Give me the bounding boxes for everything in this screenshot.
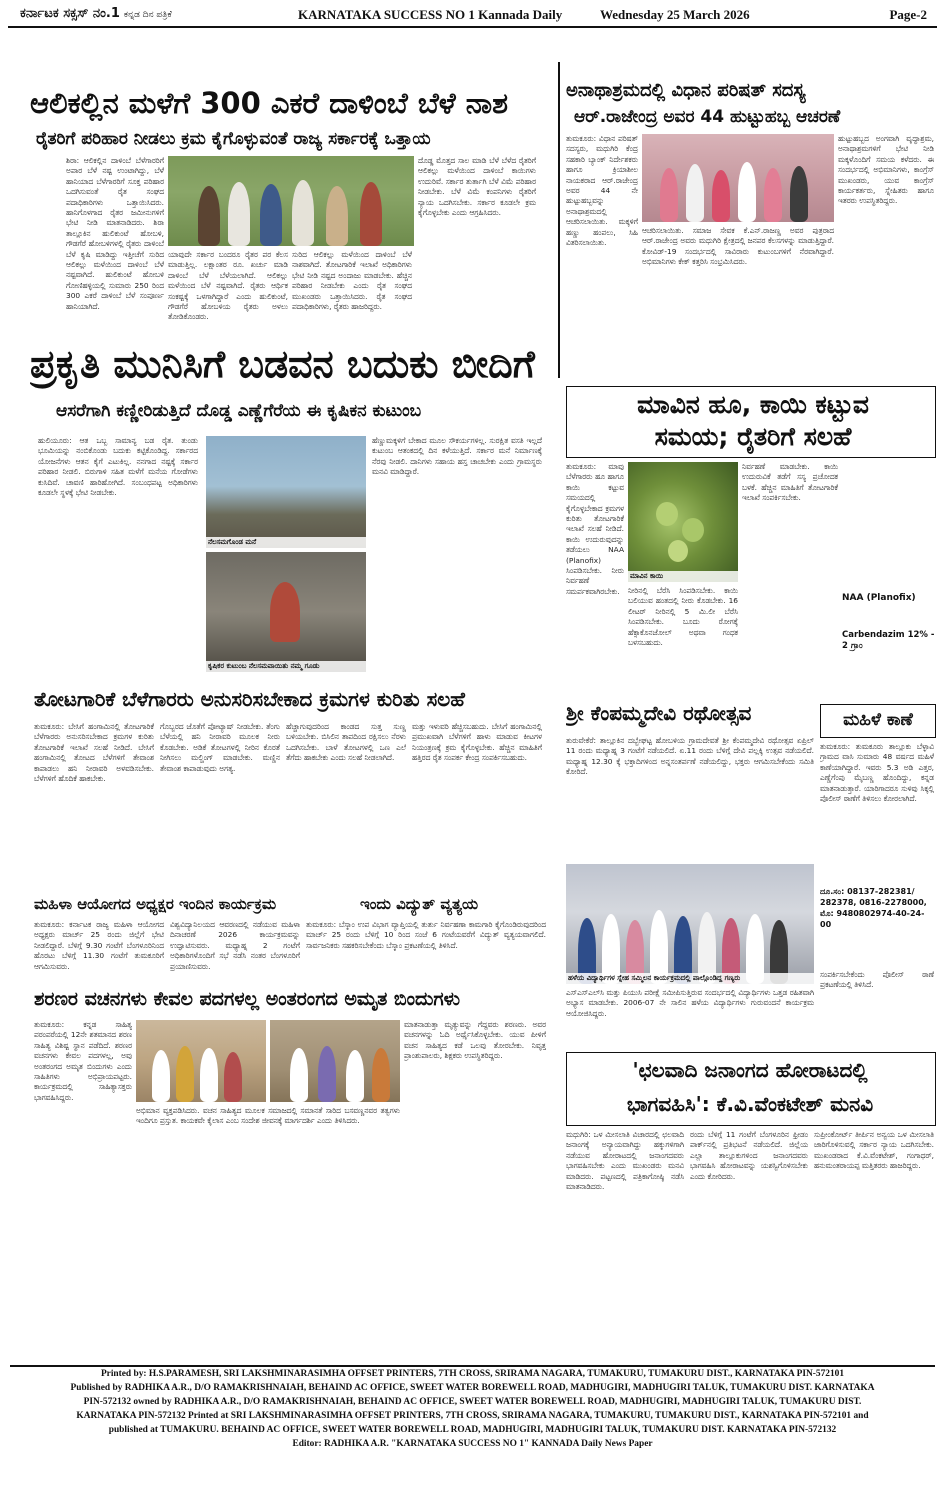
missing-woman-phones: ದೂ.ಸಂ: 08137-282381/ 282378, 0816-2278000, ಮೊ: 9480802974-40-24-00 bbox=[820, 887, 927, 929]
bhalawadi-col3: ಸುಪ್ರೀಂಕೋರ್ಟ್ ತೀರ್ಪಿನ ಅನ್ವಯ ಒಳ ಮೀಸಲಾತಿ ಜಾರಿಗೊಳಿಸುವಲ್ಲಿ ಸರ್ಕಾರ ನ್ಯಾಯ ಒದಗಿಸಬೇಕು. ಮುಖಂಡರಾದ ಕೆ.ವಿ.ವೆಂಕಟೇಶ್, ಗಂಗಾಧರ್, ಹನುಮಂತರಾಯಪ್ಪ ಮತ್ತಿತರರು ಹಾಜರಿದ್ದರು. bbox=[814, 1130, 934, 1171]
mango-photo-caption: ಮಾವಿನ ಕಾಯಿ bbox=[628, 571, 738, 582]
horticulture-col1: ತುಮಕೂರು: ಬೇಸಿಗೆ ಹಂಗಾಮಿನಲ್ಲಿ ತೋಟಗಾರಿಕೆ ಬೆಳೆಗಾರರು ಅನುಸರಿಸಬೇಕಾದ ಕ್ರಮಗಳ ಕುರಿತು ತೋಟಗಾರಿಕೆ ಇಲಾಖೆ ಸಲಹೆ ನೀಡಿದೆ. ಬೇಸಿಗೆ ಹಂಗಾಮಿನಲ್ಲಿ ತೋಟದ ಬೆಳೆಗಳಿಗೆ ತೇವಾಂಶ ಕಾಪಾಡಲು ಹನಿ ನೀರಾವರಿ ಅಳವಡಿಸಬೇಕು. ಬೆಳೆಗಳಿಗೆ ಹೊದಿಕೆ ಹಾಕಬೇಕು. bbox=[34, 722, 154, 784]
mango-chem1: NAA (Planofix) bbox=[842, 593, 916, 603]
sharana-col2: ಅಭಿಮಾನ ವ್ಯಕ್ತಪಡಿಸಿದರು. ವಚನ ಸಾಹಿತ್ಯದ ಮೂಲಕ ಸಮಾಜದಲ್ಲಿ ಸಮಾನತೆ ಸಾರಿದ ಬಸವಣ್ಣನವರ ತತ್ವಗಳು ಇಂದಿಗೂ ಪ್ರಸ್ತುತ. ಕಾಯಕವೇ ಕೈಲಾಸ ಎಂಬ ಸಂದೇಶ ಜೀವನಕ್ಕೆ ಮಾರ್ಗದರ್ಶಿ ಎಂದು ತಿಳಿಸಿದರು. bbox=[136, 1106, 400, 1126]
paper-tagline: ಕನ್ನಡ ದಿನ ಪತ್ರಿಕೆ bbox=[123, 10, 172, 20]
horticulture-headline: ತೋಟಗಾರಿಕೆ ಬೆಳೆಗಾರರು ಅನುಸರಿಸಬೇಕಾದ ಕ್ರಮಗಳ ಕುರಿತು ಸಲಹೆ bbox=[34, 687, 465, 711]
imprint-line-3: PIN-572132 owned by RADHIKA A.R., D/O RAMAKRISHNAIAH, BEHAIND AC OFFICE, SWEET WATER BOREWELL ROAD, MADHUGIRI, MADHUGIRI TALUK, TUMAKURU DIST. bbox=[83, 1397, 862, 1407]
bhalawadi-headline-line2: ಭಾಗವಹಿಸಿ': ಕೆ.ವಿ.ವೆಂಕಟೇಶ್ ಮನವಿ bbox=[626, 1092, 874, 1116]
paper-name-kannada: ಕರ್ನಾಟಕ ಸಕ್ಸಸ್ ನಂ.1 ಕನ್ನಡ ದಿನ ಪತ್ರಿಕೆ bbox=[20, 6, 172, 21]
paper-name-english: KARNATAKA SUCCESS NO 1 Kannada Daily bbox=[298, 7, 563, 22]
mlc-col2: ಆಚರಿಸಲಾಯಿತು. ಸಮಾಜ ಸೇವಕ ಕೆ.ಎನ್.ರಾಜಣ್ಣ ಅವರ ಪುತ್ರರಾದ ಆರ್.ರಾಜೇಂದ್ರ ಅವರು ಮಧುಗಿರಿ ಕ್ಷೇತ್ರದಲ್ಲಿ ಜನಪರ ಕೆಲಸಗಳನ್ನು ಮಾಡುತ್ತಿದ್ದಾರೆ. ಕೋವಿಡ್-19 ಸಂದರ್ಭದಲ್ಲಿ ಸಾವಿರಾರು ಕುಟುಂಬಗಳಿಗೆ ನೆರವಾಗಿದ್ದಾರೆ. ಅಭಿಮಾನಿಗಳು ಕೇಕ್ ಕತ್ತರಿಸಿ ಸಂಭ್ರಮಿಸಿದರು. bbox=[642, 226, 834, 267]
farmers-field-photo bbox=[168, 156, 414, 246]
mango-fruit-photo bbox=[628, 462, 738, 582]
collapsed-house-photo bbox=[206, 436, 366, 548]
mango-chem2: Carbendazim 12% - 2 ಗ್ರಾಂ bbox=[842, 630, 935, 651]
alumni-group-photo bbox=[566, 864, 814, 984]
sharana-headline: ಶರಣರ ವಚನಗಳು ಕೇವಲ ಪದಗಳಲ್ಲ ಅಂತರಂಗದ ಅಮೃತ ಬಿಂದುಗಳು bbox=[34, 988, 461, 1010]
farmer-family-caption: ಕೃಷಿಕರ ಕುಟುಂಬ ನೆಲಸಮವಾಯಿತು ನಮ್ಮ ಗೂಡು bbox=[206, 661, 366, 672]
orphanage-celebration-photo bbox=[642, 134, 834, 222]
mango-headline-line1: ಮಾವಿನ ಹೂ, ಕಾಯಿ ಕಟ್ಟುವ bbox=[637, 390, 869, 419]
masthead bbox=[8, 0, 937, 28]
alumni-body: ಎಸ್‌ಎಸ್‌ಎಲ್‌ಸಿ ಮತ್ತು ಪಿಯುಸಿ ಪರೀಕ್ಷೆ ಸಮೀಪಿಸುತ್ತಿರುವ ಸಂದರ್ಭದಲ್ಲಿ ವಿದ್ಯಾರ್ಥಿಗಳು ಒತ್ತಡ ರಹಿತವಾಗಿ ಅಭ್ಯಾಸ ಮಾಡಬೇಕು. 2006-07 ನೇ ಸಾಲಿನ ಹಳೆಯ ವಿದ್ಯಾರ್ಥಿಗಳು ಗುರುವಂದನೆ ಕಾರ್ಯಕ್ರಮ ಆಯೋಜಿಸಿದ್ದರು. bbox=[566, 988, 814, 1018]
imprint-line-4: KARNATAKA PIN-572132 Printed at SRI LAKSHMINARASIMHA OFFSET PRINTERS, 7TH CROSS, SRIRAMA NAGARA, TUMAKURU, TUMAKURU DIST., KARNATAKA PIN-572101 and bbox=[76, 1411, 869, 1421]
imprint-footer bbox=[10, 1365, 935, 1487]
mlc-col3: ಹುಟ್ಟುಹಬ್ಬದ ಅಂಗವಾಗಿ ವೃದ್ಧಾಶ್ರಮ, ಅನಾಥಾಶ್ರಮಗಳಿಗೆ ಭೇಟಿ ನೀಡಿ ಮಕ್ಕಳೊಂದಿಗೆ ಸಮಯ ಕಳೆದರು. ಈ ಸಂದರ್ಭದಲ್ಲಿ ಅಭಿಮಾನಿಗಳು, ಕಾಂಗ್ರೆಸ್ ಮುಖಂಡರು, ಯುವ ಕಾಂಗ್ರೆಸ್ ಕಾರ್ಯಕರ್ತರು, ಸ್ನೇಹಿತರು ಹಾಗೂ ಇತರರು ಉಪಸ್ಥಿತರಿದ್ದರು. bbox=[838, 134, 934, 206]
collapsed-house-caption: ನೆಲಸಮಗೊಂಡ ಮನೆ bbox=[206, 537, 366, 548]
farmer-family-photo bbox=[206, 552, 366, 672]
nature-col3: ಹೆಣ್ಣುಮಕ್ಕಳಿಗೆ ಬೇಕಾದ ಮೂಲ ಸೌಕರ್ಯಗಳಿಲ್ಲ. ಸುರಕ್ಷಿತ ವಸತಿ ಇಲ್ಲದೆ ಕುಟುಂಬ ಆತಂಕದಲ್ಲಿ ದಿನ ಕಳೆಯುತ್ತಿದೆ. ಸರ್ಕಾರ ಮನೆ ನಿರ್ಮಾಣಕ್ಕೆ ನೆರವು ನೀಡಲಿ. ದಾನಿಗಳು ಸಹಾಯ ಹಸ್ತ ಚಾಚಬೇಕು ಎಂದು ಗ್ರಾಮಸ್ಥರು ಮನವಿ ಮಾಡಿದ್ದಾರೆ. bbox=[372, 436, 542, 477]
missing-woman-heading: ಮಹಿಳೆ ಕಾಣೆ bbox=[843, 710, 913, 730]
women-commission-col1: ತುಮಕೂರು: ಕರ್ನಾಟಕ ರಾಜ್ಯ ಮಹಿಳಾ ಆಯೋಗದ ಅಧ್ಯಕ್ಷರು ಮಾರ್ಚ್ 25 ರಂದು ಜಿಲ್ಲೆಗೆ ಭೇಟಿ ನೀಡಲಿದ್ದಾರೆ. ಬೆಳಿಗ್ಗೆ 9.30 ಗಂಟೆಗೆ ಬೆಂಗಳೂರಿನಿಂದ ಹೊರಟು ಬೆಳಿಗ್ಗೆ 11.30 ಗಂಟೆಗೆ ತುಮಕೂರಿಗೆ ಆಗಮಿಸುವರು. bbox=[34, 920, 164, 971]
kempamma-body: ತುರುವೇಕೆರೆ: ತಾಲ್ಲೂಕಿನ ದಬ್ಬೇಘಟ್ಟ ಹೋಬಳಿಯ ಗ್ರಾಮದೇವತೆ ಶ್ರೀ ಕೆಂಪಮ್ಮದೇವಿ ರಥೋತ್ಸವ ಏಪ್ರಿಲ್ 11 ರಂದು ಮಧ್ಯಾಹ್ನ 3 ಗಂಟೆಗೆ ನಡೆಯಲಿದೆ. ಏ.11 ರಂದು ಬೆಳಿಗ್ಗೆ ದೇವಿ ಪಲ್ಲಕ್ಕಿ ಉತ್ಸವ ನಡೆಯಲಿದೆ. ಮಧ್ಯಾಹ್ನ 12.30 ಕ್ಕೆ ಭಕ್ತಾದಿಗಳಿಂದ ಅನ್ನಸಂತರ್ಪಣೆ ನಡೆಯಲಿದ್ದು, ಭಕ್ತರು ಆಗಮಿಸಬೇಕೆಂದು ಸಮಿತಿ ಕೋರಿದೆ. bbox=[566, 736, 814, 777]
missing-woman-body: ತುಮಕೂರು: ತುಮಕೂರು ತಾಲ್ಲೂಕು ಬೆಳ್ಳಾವಿ ಗ್ರಾಮದ ವಾಸಿ ಸುಮಾರು 48 ವರ್ಷದ ಮಹಿಳೆ ಕಾಣೆಯಾಗಿದ್ದಾರೆ. ಇವರು 5.3 ಅಡಿ ಎತ್ತರ, ಎಣ್ಣೆಗೆಂಪು ಮೈಬಣ್ಣ ಹೊಂದಿದ್ದು, ಕನ್ನಡ ಮಾತನಾಡುತ್ತಾರೆ. ಯಾರಿಗಾದರೂ ಸುಳಿವು ಸಿಕ್ಕಲ್ಲಿ ಪೊಲೀಸ್ ಠಾಣೆಗೆ ತಿಳಿಸಲು ಕೋರಲಾಗಿದೆ. bbox=[820, 742, 934, 804]
mango-body: ತುಮಕೂರು: ಮಾವು ಬೆಳೆಗಾರರು ಹೂ ಹಾಗೂ ಕಾಯಿ ಕಟ್ಟುವ ಸಮಯದಲ್ಲಿ ಕೈಗೊಳ್ಳಬೇಕಾದ ಕ್ರಮಗಳ ಕುರಿತು ತೋಟಗಾರಿಕೆ ಇಲಾಖೆ ಸಲಹೆ ನೀಡಿದೆ. ಕಾಯಿ ಉದುರುವುದನ್ನು ತಡೆಯಲು NAA (Planofix) ಸಿಂಪಡಿಸಬೇಕು. ನೀರು ನಿರ್ವಹಣೆ ಸಮರ್ಪಕವಾಗಿರಬೇಕು. bbox=[566, 462, 624, 596]
nature-col1: ಹುಲಿಯೂರು: ಆತ ಒಬ್ಬ ಸಾಮಾನ್ಯ ಬಡ ರೈತ. ತುಂಡು ಭೂಮಿಯನ್ನು ನಂಬಿಕೊಂಡು ಬದುಕು ಕಟ್ಟಿಕೊಂಡಿದ್ದ. ಸರ್ಕಾರದ ಯೋಜನೆಗಳು ಆತನ ಕೈಗೆ ಎಟುಕಿಲ್ಲ. ನನಗಾದ ನಷ್ಟಕ್ಕೆ ಸರ್ಕಾರ ಪರಿಹಾರ ನೀಡಲಿ. ಬಿರುಗಾಳಿ ಸಹಿತ ಮಳೆಗೆ ಮನೆಯ ಗೋಡೆಗಳು ಕುಸಿದಿವೆ. ಚಾವಣಿ ಹಾರಿಹೋಗಿದೆ. ಸಂಬಂಧಪಟ್ಟ ಅಧಿಕಾರಿಗಳು ಕೂಡಲೇ ಸ್ಥಳಕ್ಕೆ ಭೇಟಿ ನೀಡಬೇಕು. bbox=[38, 436, 198, 498]
mango-col-right2: ನಿರ್ವಹಣೆ ಮಾಡಬೇಕು. ಕಾಯಿ ಉದುರುವಿಕೆ ತಡೆಗೆ ಸಸ್ಯ ಪ್ರಚೋದಕ ಬಳಕೆ. ಹೆಚ್ಚಿನ ಮಾಹಿತಿಗೆ ತೋಟಗಾರಿಕೆ ಇಲಾಖೆ ಸಂಪರ್ಕಿಸಬೇಕು. bbox=[742, 462, 838, 503]
sharana-stage-photo-1 bbox=[136, 1020, 266, 1102]
kempamma-headline: ಶ್ರೀ ಕೆಂಪಮ್ಮದೇವಿ ರಥೋತ್ಸವ bbox=[566, 701, 752, 725]
pomegranate-col4: ದೊಡ್ಡ ಮೊತ್ತದ ಸಾಲ ಮಾಡಿ ಬೆಳೆ ಬೆಳೆದ ರೈತರಿಗೆ ಆಲಿಕಲ್ಲು ಮಳೆಯಿಂದ ದಾಳಿಂಬೆ ಕಾಯಿಗಳು ಉದುರಿವೆ. ಸರ್ಕಾರ ತುರ್ತಾಗಿ ಬೆಳೆ ವಿಮೆ ಪರಿಹಾರ ನೀಡಬೇಕು. ಬೆಳೆ ವಿಮೆ ಕಂಪನಿಗಳು ರೈತರಿಗೆ ನ್ಯಾಯ ಒದಗಿಸಬೇಕು. ಸರ್ಕಾರ ಕೂಡಲೇ ಕ್ರಮ ಕೈಗೊಳ್ಳಬೇಕು ಎಂದು ಆಗ್ರಹಿಸಿದರು. bbox=[418, 156, 536, 218]
imprint-line-6: Editor: RADHIKA A.R. "KARNATAKA SUCCESS NO 1" KANNADA Daily News Paper bbox=[292, 1439, 653, 1449]
alumni-photo-caption: ಹಳೆಯ ವಿದ್ಯಾರ್ಥಿಗಳ ಸ್ನೇಹ ಸಮ್ಮಿಲನ ಕಾರ್ಯಕ್ರಮದಲ್ಲಿ ಪಾಲ್ಗೊಂಡಿದ್ದ ಗಣ್ಯರು bbox=[566, 973, 814, 984]
nature-headline: ಪ್ರಕೃತಿ ಮುನಿಸಿಗೆ ಬಡವನ ಬದುಕು ಬೀದಿಗೆ bbox=[30, 342, 535, 386]
imprint-line-2: Published by RADHIKA A.R., D/O RAMAKRISHNAIAH, BEHAIND AC OFFICE, SWEET WATER BOREWELL ROAD, MADHUGIRI, MADHUGIRI TALUK, TUMAKURU DIST. KARNATAKA bbox=[70, 1383, 875, 1393]
mlc-col1: ತುಮಕೂರು: ವಿಧಾನ ಪರಿಷತ್ ಸದಸ್ಯರು, ಮಧುಗಿರಿ ಕೆಂದ್ರ ಸಹಕಾರಿ ಬ್ಯಾಂಕ್ ನಿರ್ದೇಶಕರು ಹಾಗೂ ಕ್ರಿಯಾಶೀಲ ನಾಯಕರಾದ ಆರ್.ರಾಜೇಂದ್ರ ಅವರ 44 ನೇ ಹುಟ್ಟುಹಬ್ಬವನ್ನು ಅನಾಥಾಶ್ರಮದಲ್ಲಿ ಆಚರಿಸಲಾಯಿತು. ಮಕ್ಕಳಿಗೆ ಹಣ್ಣು ಹಂಪಲು, ಸಿಹಿ ವಿತರಿಸಲಾಯಿತು. bbox=[566, 134, 638, 248]
pomegranate-col2: ಯಾವುದೇ ಸರ್ಕಾರ ಬಂದರೂ ರೈತರ ಪರ ಕೆಲಸ ಮಾಡುತ್ತಿಲ್ಲ. ಲಕ್ಷಾಂತರ ರೂ. ಖರ್ಚು ಮಾಡಿ ದಾಳಿಂಬೆ ಬೆಳೆ ಬೆಳೆಯಲಾಗಿದೆ. ಆಲಿಕಲ್ಲು ಮಳೆಯಿಂದ ಬೆಳೆ ನಷ್ಟವಾಗಿದೆ. ರೈತರು ಆರ್ಥಿಕ ಸಂಕಷ್ಟಕ್ಕೆ ಒಳಗಾಗಿದ್ದಾರೆ ಎಂದು ಹುಲಿಕುಂಟೆ, ಗೌಡಗೆರೆ ಹೋಬಳಿಯ ರೈತರು ಅಳಲು ತೋಡಿಕೊಂಡರು. bbox=[168, 250, 288, 322]
missing-woman-tail: ಸಂಪರ್ಕಿಸಬೇಕೆಂದು ಪೊಲೀಸ್ ಠಾಣೆ ಪ್ರಕಟಣೆಯಲ್ಲಿ ತಿಳಿಸಿದೆ. bbox=[820, 970, 934, 990]
sharana-col3: ಮಾತನಾಡುತ್ತಾ ಮೃತ್ಯುವನ್ನು ಗೆದ್ದವರು ಶರಣರು. ಅವರ ವಚನಗಳನ್ನು ಓದಿ ಅರ್ಥೈಸಿಕೊಳ್ಳಬೇಕು. ಯುವ ಪೀಳಿಗೆ ವಚನ ಸಾಹಿತ್ಯದ ಕಡೆ ಒಲವು ತೋರಬೇಕು. ನಿವೃತ್ತ ಪ್ರಾಂಶುಪಾಲರು, ಶಿಕ್ಷಕರು ಉಪಸ್ಥಿತರಿದ್ದರು. bbox=[404, 1020, 546, 1061]
mango-col-right: ನೀರಿನಲ್ಲಿ ಬೆರೆಸಿ ಸಿಂಪಡಿಸಬೇಕು. ಕಾಯಿ ಬಲಿಯುವ ಹಂತದಲ್ಲಿ ನೀರು ಕೊಡಬೇಕು. 16 ಲೀಟರ್ ನೀರಿನಲ್ಲಿ 5 ಮಿ.ಲೀ ಬೆರೆಸಿ ಸಿಂಪಡಿಸಬೇಕು. ಬೂದು ರೋಗಕ್ಕೆ ಹೆಕ್ಸಾಕೊನಜೋಲ್ ಅಥವಾ ಗಂಧಕ ಬಳಸಬಹುದು. bbox=[628, 586, 738, 648]
bhalawadi-col2: ರಂದು ಬೆಳಿಗ್ಗೆ 11 ಗಂಟೆಗೆ ಬೆಂಗಳೂರಿನ ಫ್ರೀಡಂ ಪಾರ್ಕ್‌ನಲ್ಲಿ ಪ್ರತಿಭಟನೆ ನಡೆಯಲಿದೆ. ಜಿಲ್ಲೆಯ ಎಲ್ಲಾ ತಾಲ್ಲೂಕುಗಳಿಂದ ಜನಾಂಗದವರು ಭಾಗವಹಿಸಿ ಹೋರಾಟವನ್ನು ಯಶಸ್ವಿಗೊಳಿಸಬೇಕು ಎಂದು ಕೋರಿದರು. bbox=[690, 1130, 808, 1181]
bhalawadi-col1: ಮಧುಗಿರಿ: ಒಳ ಮೀಸಲಾತಿ ವಿಚಾರದಲ್ಲಿ ಛಲವಾದಿ ಜನಾಂಗಕ್ಕೆ ಅನ್ಯಾಯವಾಗಿದ್ದು ಹಕ್ಕುಗಳಿಗಾಗಿ ನಡೆಯುವ ಹೋರಾಟದಲ್ಲಿ ಜನಾಂಗದವರು ಭಾಗವಹಿಸಬೇಕು ಎಂದು ಮುಖಂಡರು ಮನವಿ ಮಾಡಿದರು. ಪಟ್ಟಣದಲ್ಲಿ ಪತ್ರಿಕಾಗೋಷ್ಠಿ ನಡೆಸಿ ಮಾತನಾಡಿದರು. bbox=[566, 1130, 684, 1192]
nature-subhead: ಆಸರೆಗಾಗಿ ಕಣ್ಣೀರಿಡುತ್ತಿದೆ ದೊಡ್ಡ ಎಣ್ಣೆಗೆರೆಯ ಈ ಕೃಷಿಕನ ಕುಟುಂಬ bbox=[56, 401, 422, 421]
mango-headline-line2: ಸಮಯ; ರೈತರಿಗೆ ಸಲಹೆ bbox=[654, 422, 852, 451]
imprint-line-1: Printed by: H.S.PARAMESH, SRI LAKSHMINARASIMHA OFFSET PRINTERS, 7TH CROSS, SRIRAMA NAGARA, TUMAKURU, TUMAKURU DIST., KARNATAKA PIN-572101 bbox=[100, 1369, 845, 1379]
women-commission-col2: ವಿಶ್ವವಿದ್ಯಾನಿಲಯದ ಆವರಣದಲ್ಲಿ ನಡೆಯುವ ಮಹಿಳಾ ದಿನಾಚರಣೆ 2026 ಕಾರ್ಯಕ್ರಮವನ್ನು ಉದ್ಘಾಟಿಸುವರು. ಮಧ್ಯಾಹ್ನ 2 ಗಂಟೆಗೆ ಅಧಿಕಾರಿಗಳೊಂದಿಗೆ ಸಭೆ ನಡೆಸಿ ನಂತರ ಬೆಂಗಳೂರಿಗೆ ಪ್ರಯಾಣಿಸುವರು. bbox=[170, 920, 300, 971]
mlc-subhead: ಆರ್.ರಾಜೇಂದ್ರ ಅವರ 44 ಹುಟ್ಟುಹಬ್ಬ ಆಚರಣೆ bbox=[574, 107, 841, 127]
power-cut-headline: ಇಂದು ವಿದ್ಯುತ್ ವ್ಯತ್ಯಯ bbox=[360, 895, 479, 913]
page-number: Page-2 bbox=[889, 7, 927, 22]
women-commission-headline: ಮಹಿಳಾ ಆಯೋಗದ ಅಧ್ಯಕ್ಷರ ಇಂದಿನ ಕಾರ್ಯಕ್ರಮ bbox=[34, 895, 277, 913]
bhalawadi-headline-line1: 'ಛಲವಾದಿ ಜನಾಂಗದ ಹೋರಾಟದಲ್ಲಿ bbox=[632, 1058, 868, 1082]
pomegranate-headline: ಆಲಿಕಲ್ಲಿನ ಮಳೆಗೆ 300 ಎಕರೆ ದಾಳಿಂಬೆ ಬೆಳೆ ನಾಶ bbox=[30, 86, 509, 120]
pomegranate-subhead: ರೈತರಿಗೆ ಪರಿಹಾರ ನೀಡಲು ಕ್ರಮ ಕೈಗೊಳ್ಳುವಂತೆ ರಾಜ್ಯ ಸರ್ಕಾರಕ್ಕೆ ಒತ್ತಾಯ bbox=[36, 129, 431, 149]
sharana-stage-photo-2 bbox=[270, 1020, 400, 1102]
power-cut-body: ತುಮಕೂರು: ಬೆಸ್ಕಾಂ ಉಪ ವಿಭಾಗ ವ್ಯಾಪ್ತಿಯಲ್ಲಿ ತುರ್ತು ನಿರ್ವಹಣಾ ಕಾಮಗಾರಿ ಕೈಗೊಂಡಿರುವುದರಿಂದ ಮಾರ್ಚ್ 25 ರಂದು ಬೆಳಿಗ್ಗೆ 10 ರಿಂದ ಸಂಜೆ 6 ಗಂಟೆಯವರೆಗೆ ವಿದ್ಯುತ್ ವ್ಯತ್ಯಯವಾಗಲಿದೆ. ಸಾರ್ವಜನಿಕರು ಸಹಕರಿಸಬೇಕೆಂದು ಬೆಸ್ಕಾಂ ಪ್ರಕಟಣೆಯಲ್ಲಿ ತಿಳಿಸಿದೆ. bbox=[306, 920, 546, 950]
horticulture-col2: ಗೊಬ್ಬರದ ಜೊತೆಗೆ ಪೋಟ್ಯಾಷ್ ನೀಡಬೇಕು. ತೆಂಗು ಬೆಳೆಯಲ್ಲಿ ಹನಿ ನೀರಾವರಿ ಮೂಲಕ ನೀರು ಕೊಡಬೇಕು. ಅಡಿಕೆ ತೋಟಗಳಲ್ಲಿ ನೀರಿನ ಕೊರತೆ ನೀಗಿಸಲು ಮಲ್ಚಿಂಗ್ ಮಾಡಬೇಕು. ಮಣ್ಣಿನ ತೇವಾಂಶ ಕಾಪಾಡುವುದು ಅಗತ್ಯ. bbox=[160, 722, 280, 773]
pomegranate-col1: ಶಿರಾ: ಆಲಿಕಲ್ಲಿನ ದಾಳಿಂಬೆ ಬೆಳೆಗಾರರಿಗೆ ಅಪಾರ ಬೆಳೆ ನಷ್ಟ ಉಂಟಾಗಿದ್ದು, ಬೆಳೆ ಹಾನಿಯಾದ ಬೆಳೆಗಾರರಿಗೆ ಸೂಕ್ತ ಪರಿಹಾರ ಒದಗಿಸುವಂತೆ ರೈತ ಸಂಘದ ಪದಾಧಿಕಾರಿಗಳು ಒತ್ತಾಯಿಸಿದರು. ಹಾನಿಗೊಳಗಾದ ರೈತರ ಜಮೀನುಗಳಿಗೆ ಭೇಟಿ ನೀಡಿ ಮಾತನಾಡಿದರು. ಶಿರಾ ತಾಲ್ಲೂಕಿನ ಹುಲಿಕುಂಟೆ ಹೋಬಳಿ, ಗೌಡಗೆರೆ ಹೋಬಳಿಗಳಲ್ಲಿ ರೈತರು ದಾಳಿಂಬೆ ಬೆಳೆ ಕೃಷಿ ಮಾಡಿದ್ದು ಇತ್ತೀಚೆಗೆ ಸುರಿದ ಆಲಿಕಲ್ಲು ಮಳೆಯಿಂದ ದಾಳಿಂಬೆ ಬೆಳೆ ನಷ್ಟವಾಗಿದೆ. ಹುಲಿಕುಂಟೆ ಹೋಬಳಿ ಗೋಣಿಹಳ್ಳಿಯಲ್ಲಿ ಸುಮಾರು 250 ರಿಂದ 300 ಎಕರೆ ದಾಳಿಂಬೆ ಬೆಳೆ ಸಂಪೂರ್ಣ ಹಾನಿಯಾಗಿದೆ. bbox=[66, 156, 164, 311]
pomegranate-col3: ಸುರಿದ ಆಲಿಕಲ್ಲು ಮಳೆಯಿಂದ ದಾಳಿಂಬೆ ಬೆಳೆ ನಾಶವಾಗಿದೆ. ತೋಟಗಾರಿಕೆ ಇಲಾಖೆ ಅಧಿಕಾರಿಗಳು ಭೇಟಿ ನೀಡಿ ನಷ್ಟದ ಅಂದಾಜು ಮಾಡಬೇಕು. ಹೆಚ್ಚಿನ ಪರಿಹಾರ ನೀಡಬೇಕು ಎಂದು ರೈತ ಸಂಘದ ಮುಖಂಡರು ಒತ್ತಾಯಿಸಿದರು. ರೈತ ಸಂಘದ ಪದಾಧಿಕಾರಿಗಳು, ರೈತರು ಹಾಜರಿದ್ದರು. bbox=[292, 250, 412, 312]
imprint-line-5: published at TUMAKURU. BEHAIND AC OFFICE, SWEET WATER BOREWELL ROAD, MADHUGIRI, MADHUGIRI TALUK, TUMAKURU DIST. KARNATAKA PIN-572132 bbox=[108, 1425, 837, 1435]
issue-date: Wednesday 25 March 2026 bbox=[600, 7, 750, 22]
horticulture-col4: ಮತ್ತು ಇಳುವರಿ ಹೆಚ್ಚಿಸಬಹುದು. ಬೇಸಿಗೆ ಹಂಗಾಮಿನಲ್ಲಿ ಪ್ರಮುಖವಾಗಿ ಬೆಳೆಗಳಿಗೆ ಹಾಳು ಮಾಡುವ ಕೀಟಗಳ ನಿಯಂತ್ರಣಕ್ಕೆ ಕ್ರಮ ಕೈಗೊಳ್ಳಬೇಕು. ಹೆಚ್ಚಿನ ಮಾಹಿತಿಗೆ ಹತ್ತಿರದ ರೈತ ಸಂಪರ್ಕ ಕೇಂದ್ರ ಸಂಪರ್ಕಿಸಬಹುದು. bbox=[412, 722, 542, 763]
horticulture-col3: ಹೆಚ್ಚಾಗುವುದರಿಂದ ಕಾಂಡದ ಸುತ್ತ ಸುಣ್ಣ ಬಳಿಯಬೇಕು. ಬಿಸಿಲಿನ ತಾಪದಿಂದ ರಕ್ಷಿಸಲು ನೆರಳು ಒದಗಿಸಬೇಕು. ಬಾಳೆ ತೋಟಗಳಲ್ಲಿ ಒಣ ಎಲೆ ತೆಗೆದು ಹಾಕಬೇಕು ಎಂದು ಸಲಹೆ ನೀಡಲಾಗಿದೆ. bbox=[286, 722, 406, 763]
column-divider bbox=[558, 62, 560, 378]
sharana-col1: ತುಮಕೂರು: ಕನ್ನಡ ಸಾಹಿತ್ಯ ಪರಂಪರೆಯಲ್ಲಿ 12ನೇ ಶತಮಾನದ ಶರಣ ಸಾಹಿತ್ಯ ವಿಶಿಷ್ಟ ಸ್ಥಾನ ಪಡೆದಿದೆ. ಶರಣರ ವಚನಗಳು ಕೇವಲ ಪದಗಳಲ್ಲ, ಅವು ಅಂತರಂಗದ ಅಮೃತ ಬಿಂದುಗಳು ಎಂದು ಸಾಹಿತಿಗಳು ಅಭಿಪ್ರಾಯಪಟ್ಟರು. ಕಾರ್ಯಕ್ರಮದಲ್ಲಿ ಸಾಹಿತ್ಯಾಸಕ್ತರು ಭಾಗವಹಿಸಿದ್ದರು. bbox=[34, 1020, 132, 1102]
mlc-headline: ಅನಾಥಾಶ್ರಮದಲ್ಲಿ ವಿಧಾನ ಪರಿಷತ್ ಸದಸ್ಯ bbox=[566, 80, 806, 101]
